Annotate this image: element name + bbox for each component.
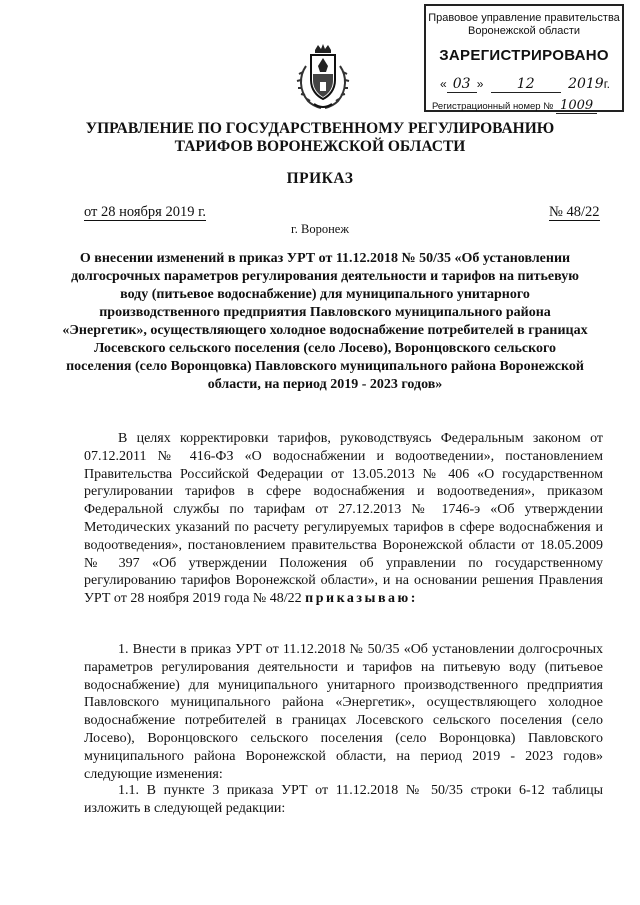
org-name-line1: УПРАВЛЕНИЕ ПО ГОСУДАРСТВЕННОМУ РЕГУЛИРОВАНИЮ bbox=[85, 120, 555, 137]
org-name-line2: ТАРИФОВ ВОРОНЕЖСКОЙ ОБЛАСТИ bbox=[174, 138, 466, 155]
item-1-paragraph: 1. Внести в приказ УРТ от 11.12.2018 № 50/35 «Об установлении долгосрочных параметров регулирования деятельности и тарифов на питьевую воду (питьевое водоснабжение) для муниципального унитарного производственного предприятия Павловского муниципального района «Энергетик», осуществляющего холодное водоснабжение потребителей в границах Лосевского сельского поселения (село Лосево), Воронцовского сельского поселения (село Воронцовка) Павловского муниципального района Воронежской области, на период 2019 - 2023 годов» следующие изменения: bbox=[84, 642, 603, 782]
stamp-date-day: 03 bbox=[447, 76, 477, 93]
document-date: от 28 ноября 2019 г. bbox=[84, 204, 207, 220]
document-type: ПРИКАЗ bbox=[286, 170, 354, 187]
decree-word: приказываю: bbox=[305, 591, 418, 607]
stamp-date: « 03 » 12 2019г. bbox=[440, 76, 610, 92]
registration-stamp bbox=[424, 4, 624, 112]
stamp-authority: Правовое управление правительства Воронежской области bbox=[428, 12, 620, 37]
stamp-date-year: 2019 bbox=[568, 76, 604, 92]
stamp-regnum: Регистрационный номер № 1009 bbox=[432, 98, 597, 113]
preamble-paragraph: В целях корректировки тарифов, руководствуясь Федеральным законом от 07.12.2011 № 416-ФЗ «О водоснабжении и водоотведении», постановлением Правительства Российской Федерации от 13.05.2013 № 406 «О государственном регулировании тарифов в сфере водоснабжения и водоотведения», приказом Федеральной службы по тарифам от 27.12.2013 № 1746-э «Об утверждении Методических указаний по расчету регулируемых тарифов в сфере водоснабжения и водоотведения», постановлением правительства Воронежской области от 18.05.2009 № 397 «Об утверждении Положения об управлении по государственному регулированию тарифов Воронежской области», и на основании решения Правления УРТ от 28 ноября 2019 года № 48/22 приказываю: bbox=[84, 431, 603, 607]
document-title: О внесении изменений в приказ УРТ от 11.12.2018 № 50/35 «Об установлении долгосрочных параметров регулирования деятельности и тарифов на питьевую воду (питьевое водоснабжение) для муниципального унитарного производственного предприятия Павловского муниципального района «Энергетик», осуществляющего холодное водоснабжение потребителей в границах Лосевского сельского поселения (село Лосево), Воронцовского сельского поселения (село Воронцовка) Павловского муниципального района Воронежской области, на период 2019 - 2023 годов» bbox=[62, 251, 588, 392]
item-1-1-paragraph: 1.1. В пункте 3 приказа УРТ от 11.12.2018 № 50/35 строки 6-12 таблицы изложить в следующей редакции: bbox=[84, 783, 603, 816]
stamp-date-month: 12 bbox=[491, 76, 561, 93]
document-city: г. Воронеж bbox=[291, 222, 349, 236]
document-number: № 48/22 bbox=[549, 204, 600, 220]
coat-of-arms-icon bbox=[296, 44, 350, 110]
stamp-registered-label: ЗАРЕГИСТРИРОВАНО bbox=[439, 47, 609, 64]
stamp-regnum-value: 1009 bbox=[556, 98, 597, 114]
